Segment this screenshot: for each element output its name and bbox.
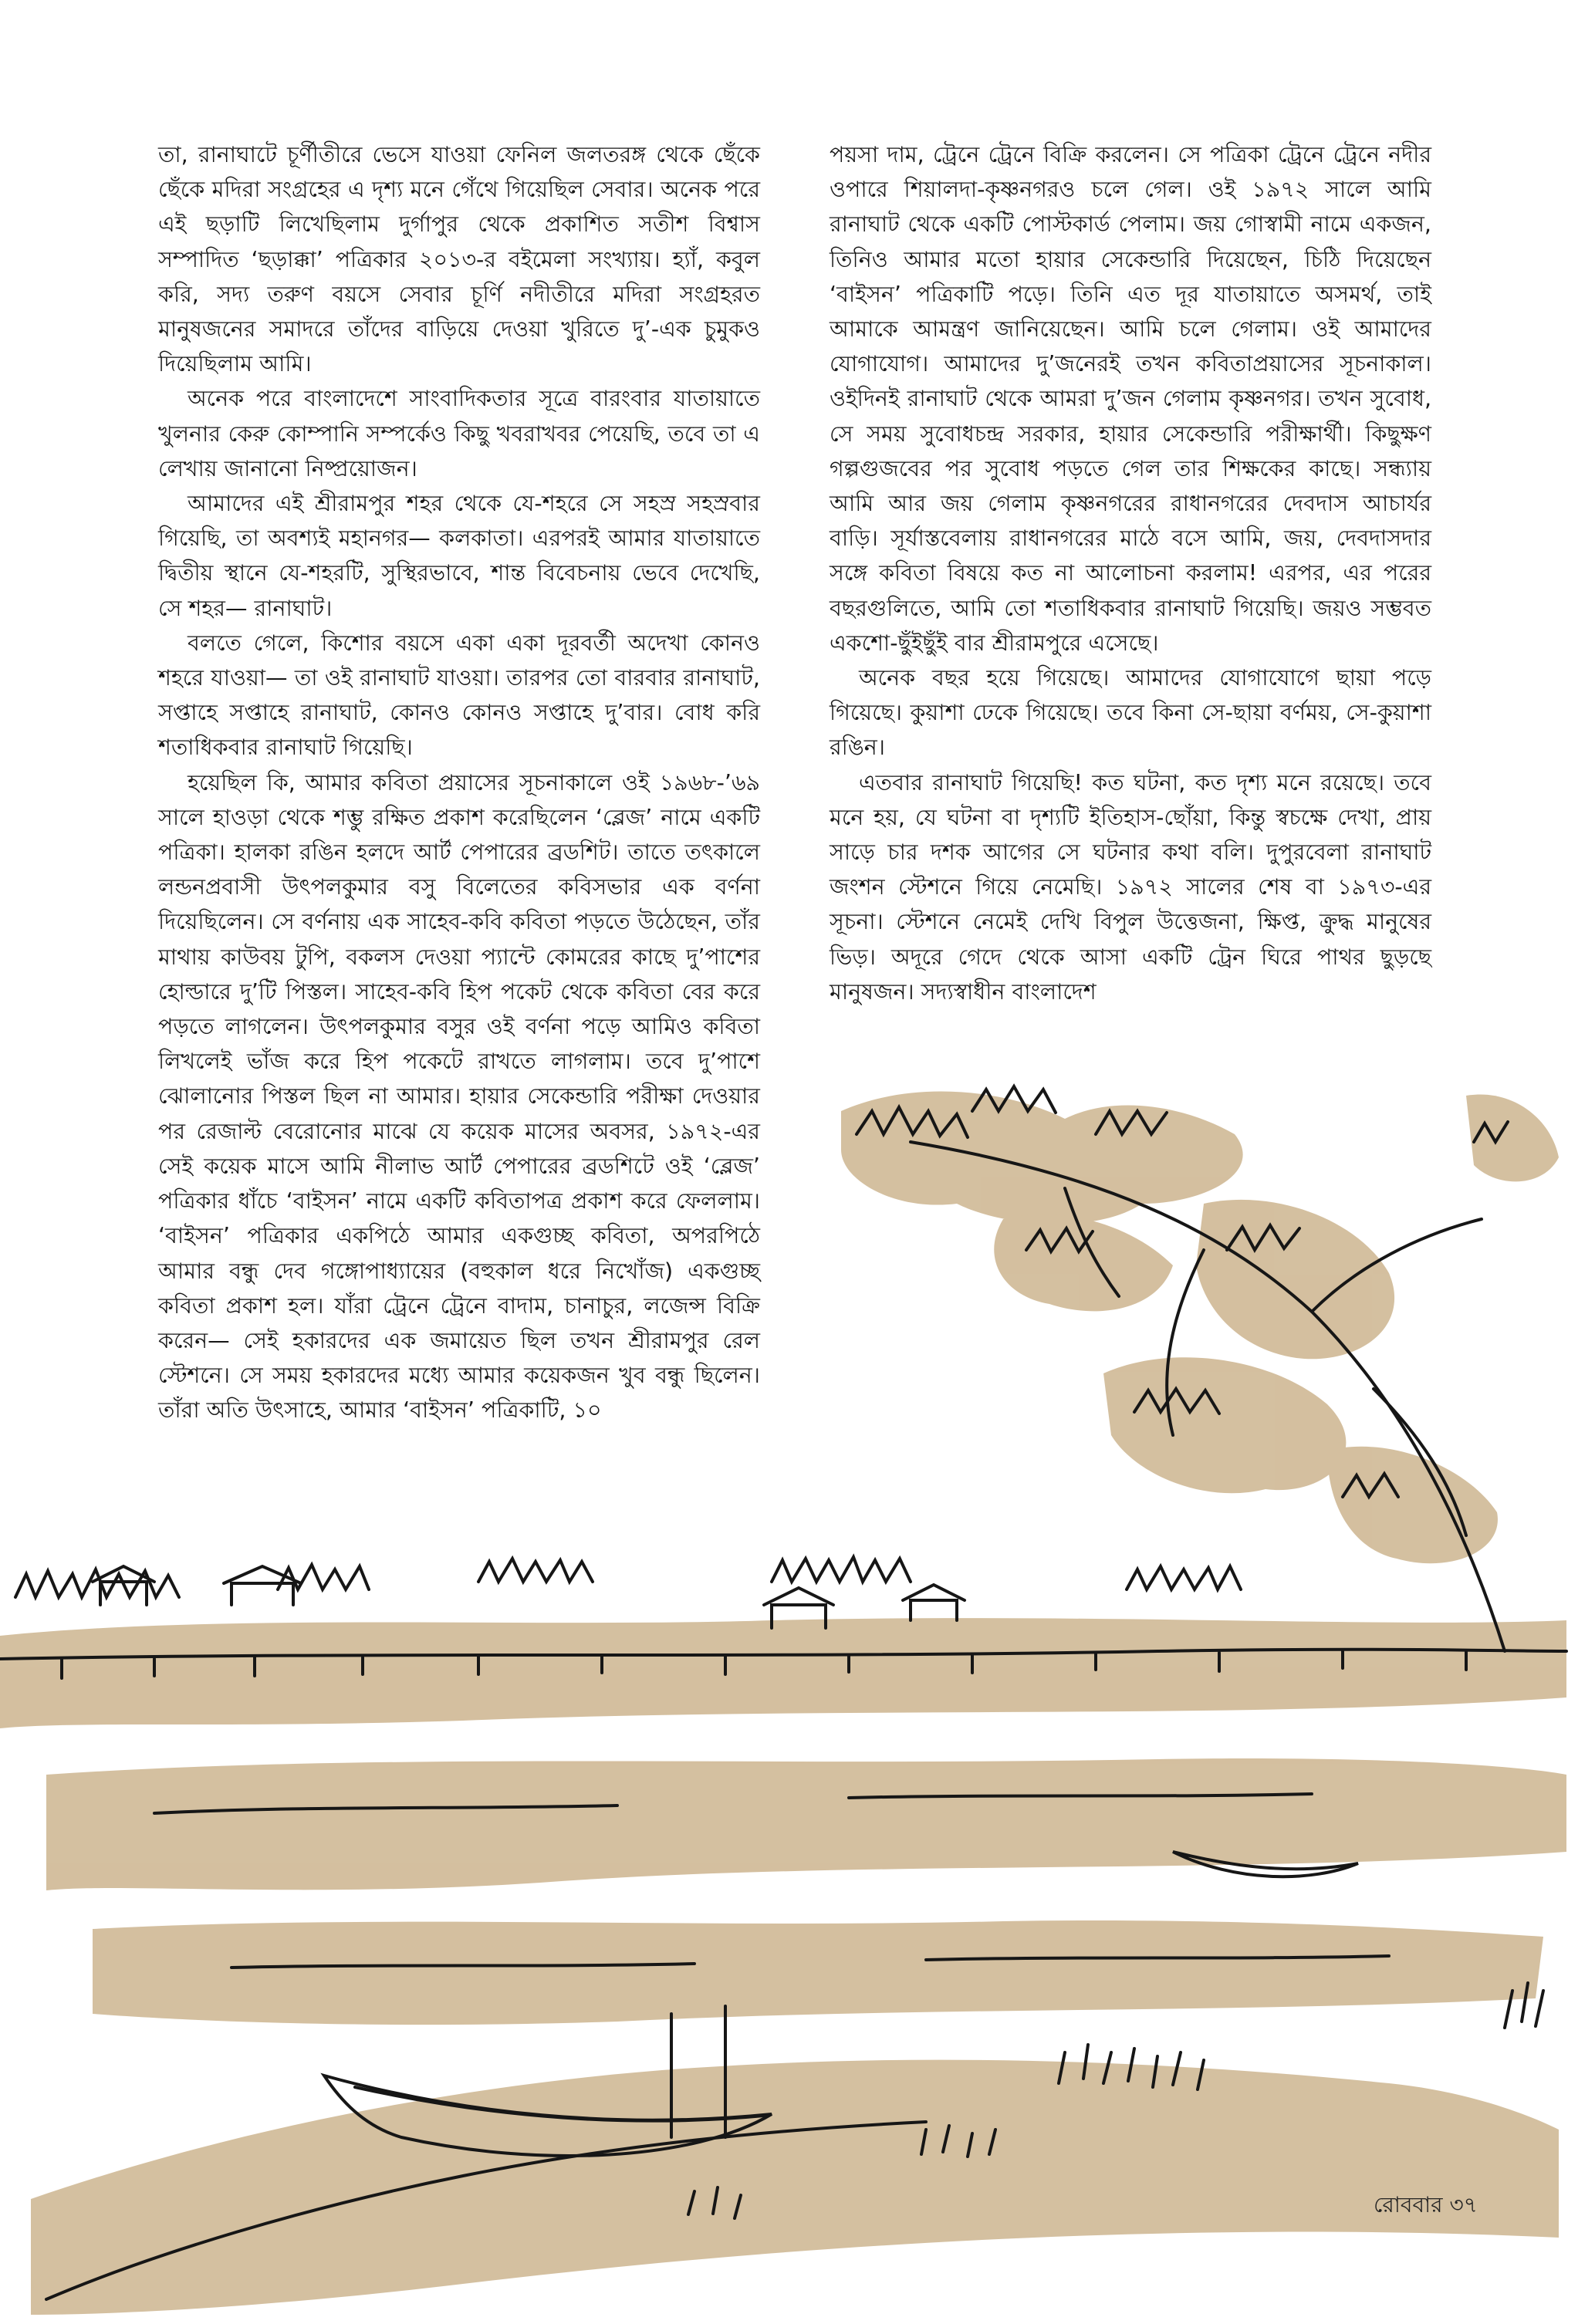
paragraph: হয়েছিল কি, আমার কবিতা প্রয়াসের সূচনাকালে ওই ১৯৬৮-’৬৯ সালে হাওড়া থেকে শম্ভু রক্ষিত প্রকাশ করেছিলেন ‘ব্লেজ’ নামে একটি পত্রিকা। হালকা রঙিন হলদে আর্ট পেপারের ব্রডশিট। তাতে তৎকালে লন্ডনপ্রবাসী উৎপলকুমার বসু বিলেতের কবিসভার এক বর্ণনা দিয়েছিলেন। সে বর্ণনায় এক সাহেব-কবি কবিতা পড়তে উঠেছেন, তাঁর মাথায় কাউবয় টুপি, বকলস দেওয়া প্যান্টে কোমরের কাছে দু’পাশের হোল্ডারে দু’টি পিস্তল। সাহেব-কবি হিপ পকেট থেকে কবিতা বের করে পড়তে লাগলেন। উৎপলকুমার বসুর ওই বর্ণনা পড়ে আমিও কবিতা লিখলেই ভাঁজ করে হিপ পকেটে রাখতে লাগলাম। তবে দু’পাশে ঝোলানোর পিস্তল ছিল না আমার। হায়ার সেকেন্ডারি পরীক্ষা দেওয়ার পর রেজাল্ট বেরোনোর মাঝে যে কয়েক মাসের অবসর, ১৯৭২-এর সেই কয়েক মাসে আমি নীলাভ আর্ট পেপারের ব্রডশিটে ওই ‘ব্লেজ’ পত্রিকার ধাঁচে ‘বাইসন’ নামে একটি কবিতাপত্র প্রকাশ করে ফেললাম। ‘বাইসন’ পত্রিকার একপিঠে আমার একগুচ্ছ কবিতা, অপরপিঠে আমার বন্ধু দেব গঙ্গোপাধ্যায়ের (বহুকাল ধরে নিখোঁজ) একগুচ্ছ কবিতা প্রকাশ হল। যাঁরা ট্রেনে ট্রেনে বাদাম, চানাচুর, লজেন্স বিক্রি করেন— সেই হকারদের এক জমায়েত ছিল তখন শ্রীরামপুর রেল স্টেশনে। সে সময় হকারদের মধ্যে আমার কয়েকজন খুব বন্ধু ছিলেন। তাঁরা অতি উৎসাহে, আমার ‘বাইসন’ পত্রিকাটি, ১০ [158, 769, 760, 1424]
paragraph: অনেক পরে বাংলাদেশে সাংবাদিকতার সূত্রে বারংবার যাতায়াতে খুলনার কেরু কোম্পানি সম্পর্কেও কিছু খবরাখবর পেয়েছি, তবে তা এ লেখায় জানানো নিষ্প্রয়োজন। [158, 386, 760, 481]
paragraph: বলতে গেলে, কিশোর বয়সে একা একা দূরবর্তী অদেখা কোনও শহরে যাওয়া— তা ওই রানাঘাট যাওয়া। তারপর তো বারবার রানাঘাট, সপ্তাহে সপ্তাহে রানাঘাট, কোনও কোনও সপ্তাহে দু’বার। বোধ করি শতাধিকবার রানাঘাট গিয়েছি। [158, 630, 760, 761]
paragraph: তা, রানাঘাটে চূর্ণীতীরে ভেসে যাওয়া ফেনিল জলতরঙ্গ থেকে ছেঁকে ছেঁকে মদিরা সংগ্রহের এ দৃশ্য মনে গেঁথে গিয়েছিল সেবার। অনেক পরে এই ছড়াটি লিখেছিলাম দুর্গাপুর থেকে প্রকাশিত সতীশ বিশ্বাস সম্পাদিত ‘ছড়াক্কা’ পত্রিকার ২০১৩-র বইমেলা সংখ্যায়। হ্যাঁ, কবুল করি, সদ্য তরুণ বয়সে সেবার চূর্ণি নদীতীরে মদিরা সংগ্রহরত মানুষজনের সমাদরে তাঁদের বাড়িয়ে দেওয়া খুরিতে দু’-এক চুমুকও দিয়েছিলাম আমি। [158, 142, 760, 377]
paragraph: পয়সা দাম, ট্রেনে ট্রেনে বিক্রি করলেন। সে পত্রিকা ট্রেনে ট্রেনে নদীর ওপারে শিয়ালদা-কৃষ্ণনগরও চলে গেল। ওই ১৯৭২ সালে আমি রানাঘাট থেকে একটি পোস্টকার্ড পেলাম। জয় গোস্বামী নামে একজন, তিনিও আমার মতো হায়ার সেকেন্ডারি দিয়েছেন, চিঠি দিয়েছেন ‘বাইসন’ পত্রিকাটি পড়ে। তিনি এত দূর যাতায়াতে অসমর্থ, তাই আমাকে আমন্ত্রণ জানিয়েছেন। আমি চলে গেলাম। ওই আমাদের যোগাযোগ। আমাদের দু’জনেরই তখন কবিতাপ্রয়াসের সূচনাকাল। ওইদিনই রানাঘাট থেকে আমরা দু’জন গেলাম কৃষ্ণনগর। তখন সুবোধ, সে সময় সুবোধচন্দ্র সরকার, হায়ার সেকেন্ডারি পরীক্ষার্থী। কিছুক্ষণ গল্পগুজবের পর সুবোধ পড়তে গেল তার শিক্ষকের কাছে। সন্ধ্যায় আমি আর জয় গেলাম কৃষ্ণনগরের রাধানগরের দেবদাস আচার্যর বাড়ি। সূর্যাস্তবেলায় রাধানগরের মাঠে বসে আমি, জয়, দেবদাসদার সঙ্গে কবিতা বিষয়ে কত না আলোচনা করলাম! এরপর, এর পরের বছরগুলিতে, আমি তো শতাধিকবার রানাঘাট গিয়েছি। জয়ও সম্ভবত একশো-ছুঁইছুঁই বার শ্রীরামপুরে এসেছে। [830, 142, 1431, 656]
river-landscape-illustration [0, 1018, 1595, 2324]
paragraph: আমাদের এই শ্রীরামপুর শহর থেকে যে-শহরে সে সহস্র সহস্রবার গিয়েছি, তা অবশ্যই মহানগর— কলকাতা। এরপরই আমার যাতায়াতে দ্বিতীয় স্থানে যে-শহরটি, সুস্থিরভাবে, শান্ত বিবেচনায় ভেবে দেখেছি, সে শহর— রানাঘাট। [158, 491, 760, 621]
article-column-right [830, 137, 1431, 1009]
page-folio: রোববার ৩৭ [1374, 2192, 1478, 2218]
paragraph: অনেক বছর হয়ে গিয়েছে। আমাদের যোগাযোগে ছায়া পড়ে গিয়েছে। কুয়াশা ঢেকে গিয়েছে। তবে কিনা সে-ছায়া বর্ণময়, সে-কুয়াশা রঙিন। [830, 665, 1431, 761]
paragraph: এতবার রানাঘাট গিয়েছি! কত ঘটনা, কত দৃশ্য মনে রয়েছে। তবে মনে হয়, যে ঘটনা বা দৃশ্যটি ইতিহাস-ছোঁয়া, কিন্তু স্বচক্ষে দেখা, প্রায় সাড়ে চার দশক আগের সে ঘটনার কথা বলি। দুপুরবেলা রানাঘাট জংশন স্টেশনে গিয়ে নেমেছি। ১৯৭২ সালের শেষ বা ১৯৭৩-এর সূচনা। স্টেশনে নেমেই দেখি বিপুল উত্তেজনা, ক্ষিপ্ত, ক্রুদ্ধ মানুষের ভিড়। অদূরে গেদে থেকে আসা একটি ট্রেন ঘিরে পাথর ছুড়ছে মানুষজন। সদ্যস্বাধীন বাংলাদেশ [830, 769, 1431, 1005]
